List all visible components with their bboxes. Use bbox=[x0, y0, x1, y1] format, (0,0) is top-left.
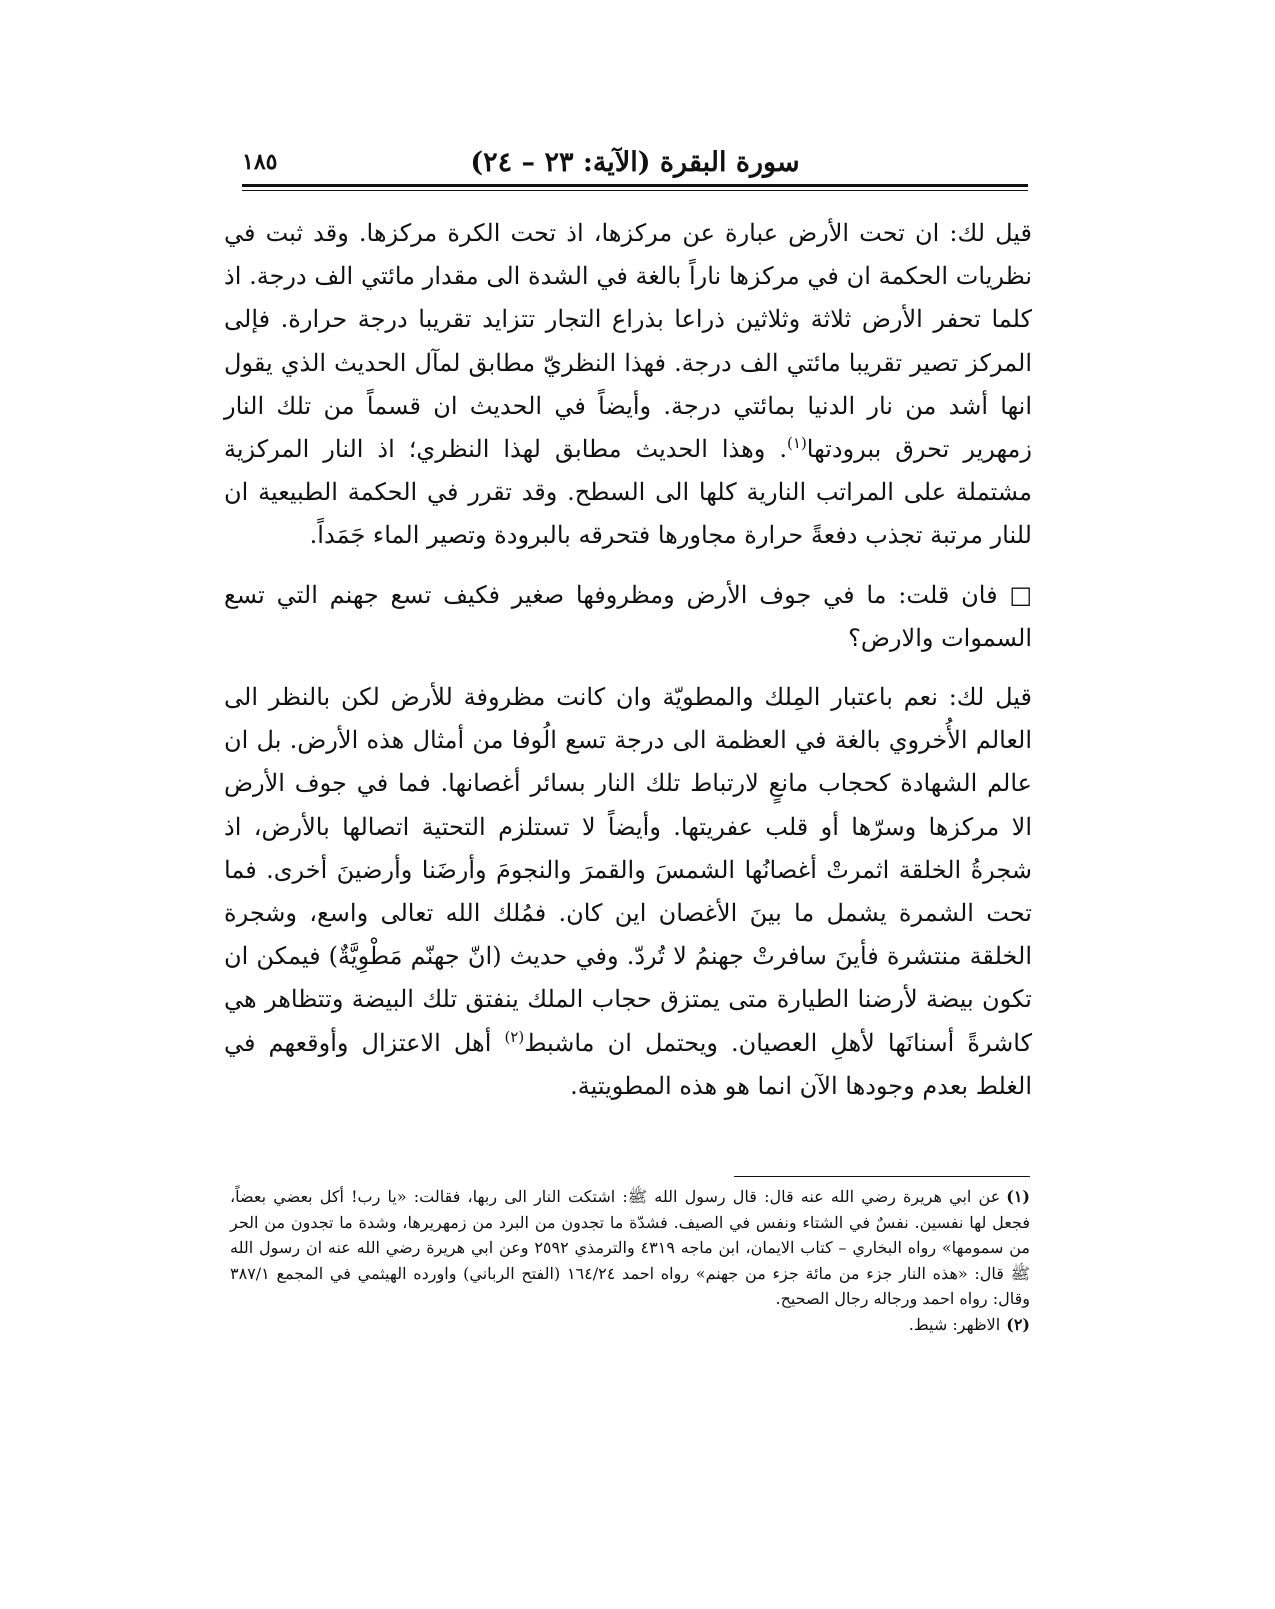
paragraph bbox=[224, 676, 1032, 1108]
footnote-text: عن ابي هريرة رضي الله عنه قال: قال رسول الله ﷺ: اشتكت النار الى ربها، فقالت: «يا رب! أكل بعضي بعضاً، فجعل لها نفسين. نفسٌ في الشتاء ونفس في الصيف. فشدّة ما تجدون من البرد من زمهريرها، وشدة ما تجدون من الحر من سمومها» رواه البخاري – كتاب الايمان، ابن ماجه ٤٣١٩ والترمذي ٢٥٩٢ وعن ابي هريرة رضي الله عنه ان رسول الله ﷺ قال: «هذه النار جزء من مائة جزء من جهنم» رواه احمد ١٦٤/٢٤ (الفتح الرباني) واورده الهيثمي في المجمع ٣٨٧/١ وقال: رواه احمد ورجاله رجال الصحيح. bbox=[230, 1187, 1031, 1309]
footnote bbox=[230, 1312, 1030, 1338]
footnote-mark: (٢) bbox=[1006, 1314, 1030, 1334]
header-rule-thin bbox=[242, 190, 1028, 191]
paragraph-text: قيل لك: نعم باعتبار المِلك والمطويّة وان كانت مظروفة للأرض لكن بالنظر الى العالم الأُخروي بالغة في العظمة الى درجة تسع الُوفا من أمثال هذه الأرض. بل ان عالم الشهادة كحجاب مانعٍ لارتباط تلك النار بسائر أغصانها. فما في جوف الأرض الا مركزها وسرّها أو قلب عفريتها. وأيضاً لا تستلزم التحتية اتصالها بالأرض، اذ شجرةُ الخلقة اثمرتْ أغصانُها الشمسَ والقمرَ والنجومَ وأرضَنا وأرضينَ أخرى. فما تحت الشمرة يشمل ما بينَ الأغصان اين كان. فمُلك الله تعالى واسع، وشجرة الخلقة منتشرة فأينَ سافرتْ جهنمُ لا تُردّ. وفي حديث (انّ جهنّم مَطْوِيَّةٌ) فيمكن ان تكون بيضة لأرضنا الطيارة متى يمتزق حجاب الملك ينفتق تلك البيضة وتتظاهر هي كاشرةً أسنانَها لأهلِ العصيان. ويحتمل ان ماشبط bbox=[224, 683, 1032, 1057]
paragraph bbox=[224, 212, 1032, 558]
running-title: سورة البقرة (الآية: ٢٣ – ٢٤) bbox=[470, 147, 800, 178]
page-number: ١٨٥ bbox=[242, 149, 278, 175]
footnote-text: الاظهر: شيط. bbox=[908, 1314, 1001, 1334]
footnote-ref-1: (١) bbox=[787, 434, 807, 453]
footnotes bbox=[230, 1184, 1030, 1338]
paragraph-text: □ فان قلت: ما في جوف الأرض ومظروفها صغير فكيف تسع جهنم التي تسع السموات والارض؟ bbox=[224, 580, 1032, 652]
question-paragraph bbox=[224, 574, 1032, 660]
footnote-separator bbox=[734, 1176, 1030, 1177]
footnote bbox=[230, 1184, 1030, 1312]
paragraph-text-continued: . وهذا الحديث مطابق لهذا النظري؛ اذ النار المركزية مشتملة على المراتب النارية كلها الى السطح. وقد تقرر في الحكمة الطبيعية ان للنار مرتبة تجذب دفعةً حرارة مجاورها فتحرقه بالبرودة وتصير الماء جَمَداً. bbox=[224, 435, 1032, 550]
footnote-mark: (١) bbox=[1006, 1187, 1030, 1206]
body-text bbox=[224, 212, 1032, 1108]
header-rule-thick bbox=[242, 184, 1028, 187]
footnote-ref-2: (٢) bbox=[504, 1027, 525, 1046]
paragraph-text-continued: أهل الاعتزال وأوقعهم في الغلط بعدم وجودها الآن انما هو هذه المطويتية. bbox=[224, 1028, 1032, 1100]
page-header bbox=[242, 143, 1028, 187]
paragraph-text: قيل لك: ان تحت الأرض عبارة عن مركزها، اذ تحت الكرة مركزها. وقد ثبت في نظريات الحكمة ان في مركزها ناراً بالغة في الشدة الى مقدار مائتي الف درجة. اذ كلما تحفر الأرض ثلاثة وثلاثين ذراعا بذراع التجار تتزايد تقريبا درجة حرارة. فإلى المركز تصير تقريبا مائتي الف درجة. فهذا النظريّ مطابق لمآل الحديث الذي يقول انها أشد من نار الدنيا بمائتي درجة. وأيضاً في الحديث ان قسماً من تلك النار زمهرير تحرق ببرودتها bbox=[224, 219, 1032, 464]
